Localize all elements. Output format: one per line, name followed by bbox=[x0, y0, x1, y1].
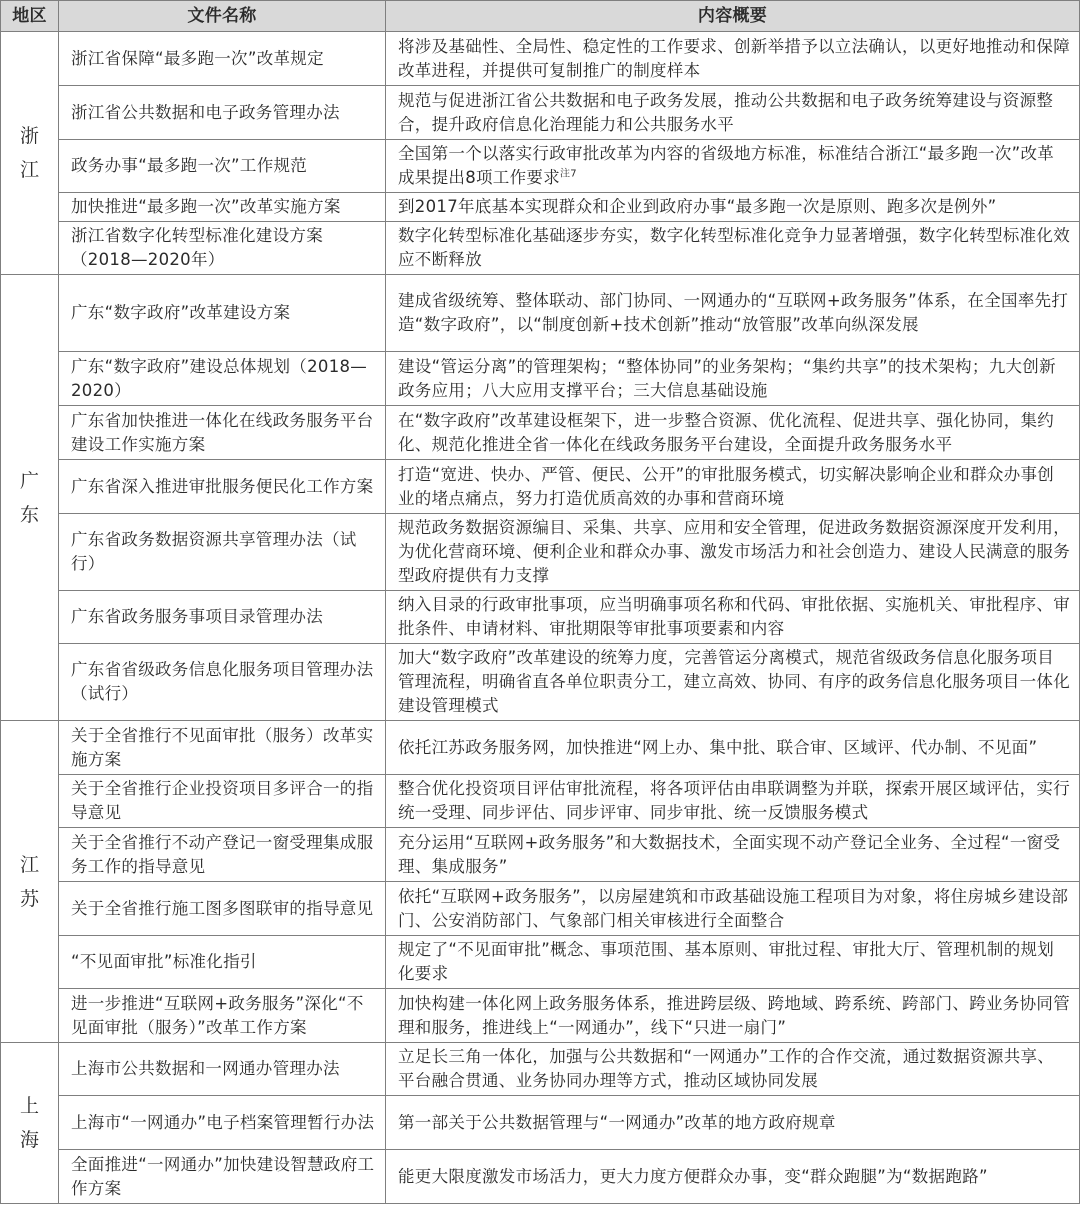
document-name: 广东省政务数据资源共享管理办法（试行） bbox=[59, 514, 386, 591]
region-char: 江 bbox=[19, 159, 39, 181]
summary: 能更大限度激发市场活力，更大力度方便群众办事，变“群众跑腿”为“数据跑路” bbox=[386, 1150, 1080, 1204]
table-row bbox=[1, 721, 1080, 775]
header-document-name: 文件名称 bbox=[59, 1, 386, 32]
table-row bbox=[1, 591, 1080, 644]
summary: 规定了“不见面审批”概念、事项范围、基本原则、审批过程、审批大厅、管理机制的规划化要求 bbox=[386, 936, 1080, 989]
summary: 在“数字政府”改革建设框架下，进一步整合资源、优化流程、促进共享、强化协同，集约化、规范化推进全省一体化在线政务服务平台建设，全面提升政务服务水平 bbox=[386, 406, 1080, 460]
table-row bbox=[1, 460, 1080, 514]
table-row bbox=[1, 775, 1080, 828]
document-name: 政务办事“最多跑一次”工作规范 bbox=[59, 140, 386, 193]
summary: 依托江苏政务服务网，加快推进“网上办、集中批、联合审、区域评、代办制、不见面” bbox=[386, 721, 1080, 775]
document-name: 广东省深入推进审批服务便民化工作方案 bbox=[59, 460, 386, 514]
table-row bbox=[1, 193, 1080, 222]
summary: 数字化转型标准化基础逐步夯实，数字化转型标准化竞争力显著增强，数字化转型标准化效应不断释放 bbox=[386, 222, 1080, 275]
table-row bbox=[1, 32, 1080, 86]
document-name: 广东“数字政府”建设总体规划（2018—2020） bbox=[59, 352, 386, 406]
table-row bbox=[1, 406, 1080, 460]
header-summary: 内容概要 bbox=[386, 1, 1080, 32]
summary: 规范与促进浙江省公共数据和电子政务发展，推动公共数据和电子政务统筹建设与资源整合，提升政府信息化治理能力和公共服务水平 bbox=[386, 86, 1080, 140]
document-name: 关于全省推行施工图多图联审的指导意见 bbox=[59, 882, 386, 936]
region-char: 苏 bbox=[19, 887, 39, 910]
table-row bbox=[1, 352, 1080, 406]
table-row bbox=[1, 1150, 1080, 1204]
document-name: 浙江省数字化转型标准化建设方案（2018—2020年） bbox=[59, 222, 386, 275]
document-name: 加快推进“最多跑一次”改革实施方案 bbox=[59, 193, 386, 222]
summary bbox=[386, 140, 1080, 193]
table-row bbox=[1, 828, 1080, 882]
region-cell bbox=[1, 721, 59, 1043]
region-char: 上 bbox=[19, 1095, 39, 1117]
table-row bbox=[1, 514, 1080, 591]
summary: 充分运用“互联网+政务服务”和大数据技术，全面实现不动产登记全业务、全过程“一窗受理、集成服务” bbox=[386, 828, 1080, 882]
document-name: 浙江省保障“最多跑一次”改革规定 bbox=[59, 32, 386, 86]
table-row bbox=[1, 86, 1080, 140]
summary: 整合优化投资项目评估审批流程，将各项评估由串联调整为并联，探索开展区域评估，实行统一受理、同步评估、同步评审、同步审批、统一反馈服务模式 bbox=[386, 775, 1080, 828]
table-row bbox=[1, 882, 1080, 936]
region-char: 广 bbox=[19, 469, 39, 492]
region-cell bbox=[1, 1043, 59, 1204]
summary: 建设“管运分离”的管理架构；“整体协同”的业务架构；“集约共享”的技术架构；九大创新政务应用；八大应用支撑平台；三大信息基础设施 bbox=[386, 352, 1080, 406]
table-row bbox=[1, 1043, 1080, 1096]
document-name: 广东“数字政府”改革建设方案 bbox=[59, 275, 386, 352]
table-row bbox=[1, 1096, 1080, 1150]
document-name: 上海市公共数据和一网通办管理办法 bbox=[59, 1043, 386, 1096]
summary: 依托“互联网+政务服务”，以房屋建筑和市政基础设施工程项目为对象，将住房城乡建设部门、公安消防部门、气象部门相关审核进行全面整合 bbox=[386, 882, 1080, 936]
summary: 纳入目录的行政审批事项，应当明确事项名称和代码、审批依据、实施机关、审批程序、审批条件、申请材料、审批期限等审批事项要素和内容 bbox=[386, 591, 1080, 644]
table-row bbox=[1, 275, 1080, 352]
region-char: 东 bbox=[19, 503, 39, 526]
table-row bbox=[1, 222, 1080, 275]
summary: 规范政务数据资源编目、采集、共享、应用和安全管理，促进政务数据资源深度开发利用，为优化营商环境、便利企业和群众办事、激发市场活力和社会创造力、建设人民满意的服务型政府提供有力支撑 bbox=[386, 514, 1080, 591]
summary: 第一部关于公共数据管理与“一网通办”改革的地方政府规章 bbox=[386, 1096, 1080, 1150]
document-name: 进一步推进“互联网+政务服务”深化“不见面审批（服务）”改革工作方案 bbox=[59, 989, 386, 1043]
table-row bbox=[1, 140, 1080, 193]
document-name: “不见面审批”标准化指引 bbox=[59, 936, 386, 989]
summary: 建成省级统筹、整体联动、部门协同、一网通办的“互联网+政务服务”体系，在全国率先打造“数字政府”，以“制度创新+技术创新”推动“放管服”改革向纵深发展 bbox=[386, 275, 1080, 352]
summary: 打造“宽进、快办、严管、便民、公开”的审批服务模式，切实解决影响企业和群众办事创业的堵点痛点，努力打造优质高效的办事和营商环境 bbox=[386, 460, 1080, 514]
table-body bbox=[1, 32, 1080, 1204]
region-cell bbox=[1, 32, 59, 275]
region-char: 浙 bbox=[19, 125, 39, 147]
region-char: 海 bbox=[19, 1129, 39, 1151]
document-name: 全面推进“一网通办”加快建设智慧政府工作方案 bbox=[59, 1150, 386, 1204]
document-name: 关于全省推行企业投资项目多评合一的指导意见 bbox=[59, 775, 386, 828]
document-name: 关于全省推行不动产登记一窗受理集成服务工作的指导意见 bbox=[59, 828, 386, 882]
region-cell bbox=[1, 275, 59, 721]
table-row bbox=[1, 989, 1080, 1043]
summary: 将涉及基础性、全局性、稳定性的工作要求、创新举措予以立法确认，以更好地推动和保障改革进程，并提供可复制推广的制度样本 bbox=[386, 32, 1080, 86]
document-name: 广东省省级政务信息化服务项目管理办法（试行） bbox=[59, 644, 386, 721]
header-region: 地区 bbox=[1, 1, 59, 32]
summary: 立足长三角一体化，加强与公共数据和“一网通办”工作的合作交流，通过数据资源共享、平台融合贯通、业务协同办理等方式，推动区域协同发展 bbox=[386, 1043, 1080, 1096]
region-char: 江 bbox=[19, 853, 39, 876]
document-name: 广东省政务服务事项目录管理办法 bbox=[59, 591, 386, 644]
table-row bbox=[1, 936, 1080, 989]
header-row bbox=[1, 1, 1080, 32]
document-name: 关于全省推行不见面审批（服务）改革实施方案 bbox=[59, 721, 386, 775]
summary: 加快构建一体化网上政务服务体系，推进跨层级、跨地域、跨系统、跨部门、跨业务协同管理和服务，推进线上“一网通办”，线下“只进一扇门” bbox=[386, 989, 1080, 1043]
document-name: 上海市“一网通办”电子档案管理暂行办法 bbox=[59, 1096, 386, 1150]
document-name: 浙江省公共数据和电子政务管理办法 bbox=[59, 86, 386, 140]
summary: 加大“数字政府”改革建设的统筹力度，完善管运分离模式，规范省级政务信息化服务项目管理流程，明确省直各单位职责分工，建立高效、协同、有序的政务信息化服务项目一体化建设管理模式 bbox=[386, 644, 1080, 721]
summary: 到2017年底基本实现群众和企业到政府办事“最多跑一次是原则、跑多次是例外” bbox=[386, 193, 1080, 222]
footnote-marker: 注7 bbox=[560, 168, 577, 180]
table-row bbox=[1, 644, 1080, 721]
summary-text: 全国第一个以落实行政审批改革为内容的省级地方标准，标准结合浙江“最多跑一次”改革成果提出8项工作要求 bbox=[398, 144, 1055, 187]
document-name: 广东省加快推进一体化在线政务服务平台建设工作实施方案 bbox=[59, 406, 386, 460]
